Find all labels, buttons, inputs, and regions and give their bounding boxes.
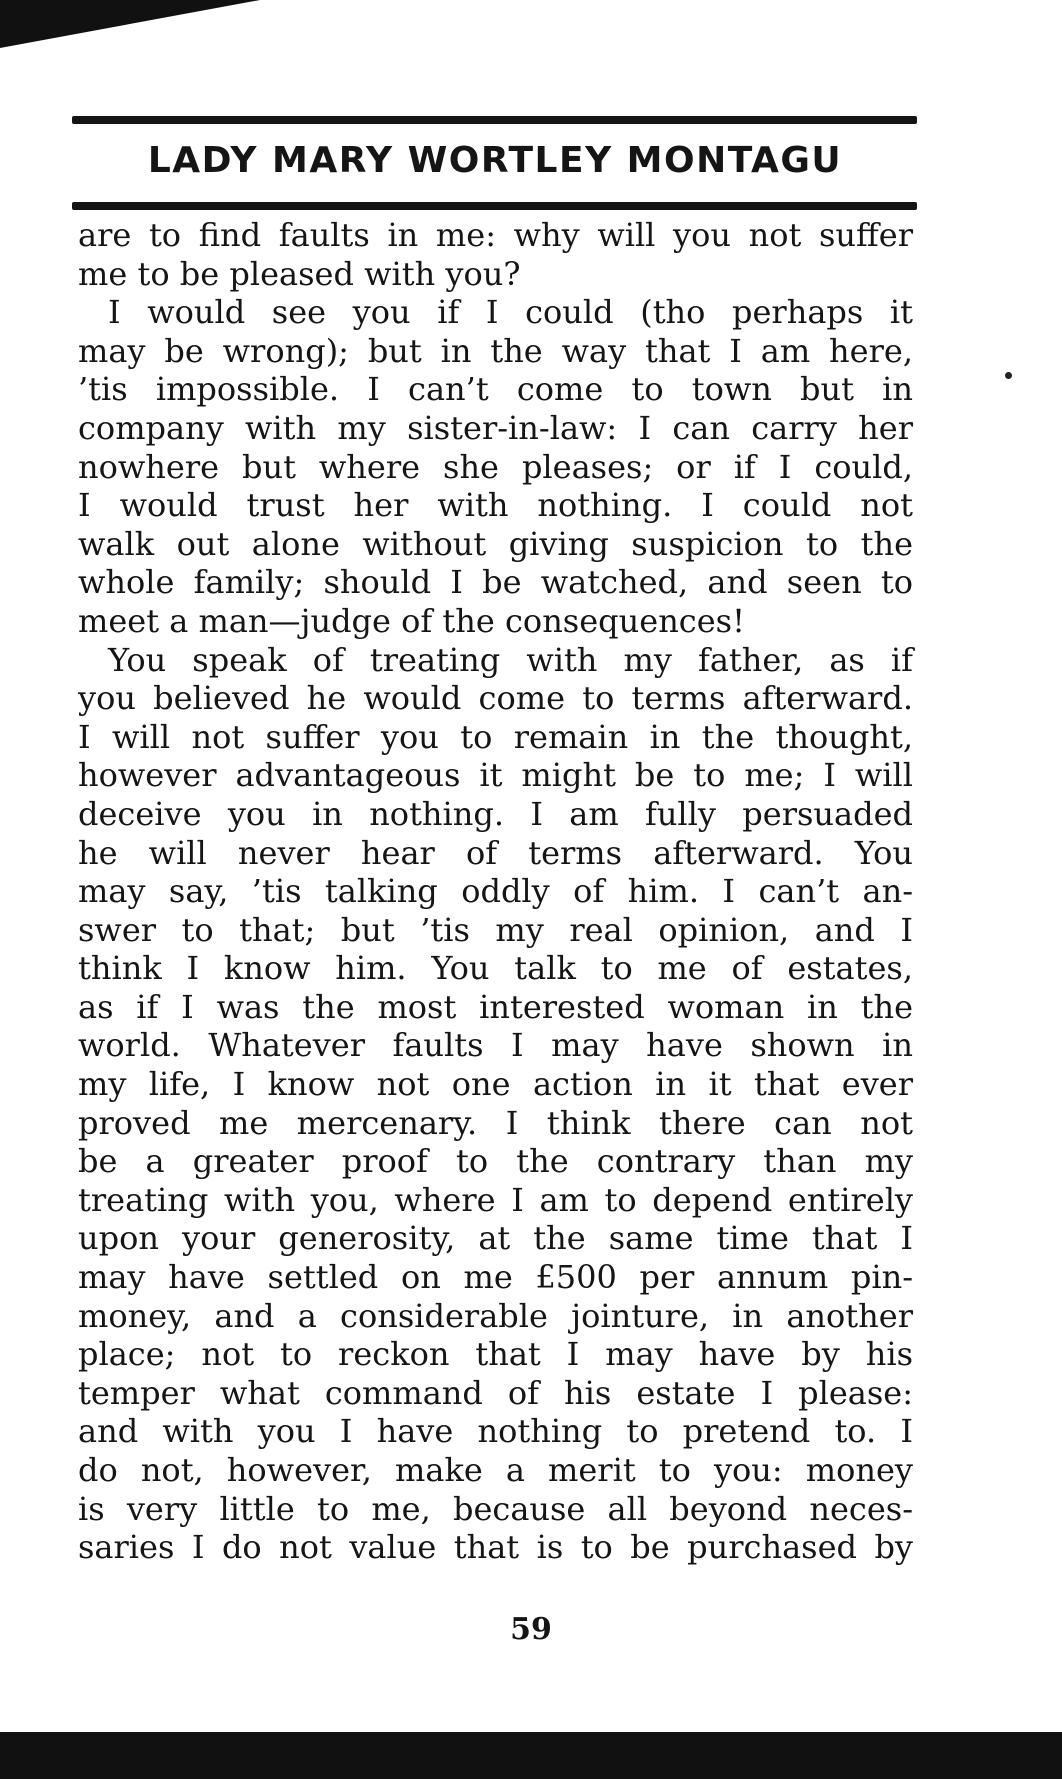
text-line: I will not suffer you to remain in the thought, [78,717,913,756]
text-line: are to find faults in me: why will you not suffer [78,216,913,254]
text-line: do not, however, make a merit to you: money [78,1451,913,1489]
text-line: he will never hear of terms afterward. You [78,833,913,872]
text-line: ’tis impossible. I can’t come to town but in [78,370,913,409]
text-line: temper what command of his estate I please: [78,1373,913,1412]
text-line: as if I was the most interested woman in the [78,987,913,1026]
text-line: upon your generosity, at the same time that I [78,1219,913,1258]
scan-bottom-edge [0,1732,1062,1779]
text-line: deceive you in nothing. I am fully persuaded [78,794,913,833]
text-line: be a greater proof to the contrary than my [78,1142,913,1181]
text-line: proved me mercenary. I think there can not [78,1103,913,1142]
text-line: I would trust her with nothing. I could not [78,486,913,525]
text-line: think I know him. You talk to me of estates, [78,949,913,988]
scan-speck [1005,372,1012,379]
text-line: company with my sister-in-law: I can carry her [78,408,913,447]
text-line: is very little to me, because all beyond neces- [78,1489,913,1528]
text-line: place; not to reckon that I may have by his [78,1335,913,1374]
text-line: swer to that; but ’tis my real opinion, and I [78,910,913,949]
header-rule-top [72,116,917,124]
scan-corner-mark [0,0,260,48]
text-line: treating with you, where I am to depend entirely [78,1180,913,1219]
page-number: 59 [510,1612,552,1647]
text-line: may be wrong); but in the way that I am here, [78,331,913,370]
text-line: walk out alone without giving suspicion to the [78,524,913,563]
text-line: however advantageous it might be to me; I will [78,756,913,795]
text-line: may have settled on me £500 per annum pin- [78,1258,913,1297]
text-line: me to be pleased with you? [78,254,521,293]
text-line: my life, I know not one action in it that ever [78,1065,913,1104]
text-line: You speak of treating with my father, as if [108,640,913,679]
text-line: you believed he would come to terms afterward. [78,679,913,718]
text-line: saries I do not value that is to be purchased by [78,1528,913,1567]
text-line: nowhere but where she pleases; or if I could, [78,447,913,486]
text-line: money, and a considerable jointure, in another [78,1296,913,1335]
header-rule-bottom [72,202,917,210]
text-line: and with you I have nothing to pretend to. I [78,1412,913,1451]
text-line: whole family; should I be watched, and seen to [78,563,913,602]
body-text [78,216,913,1567]
text-line: I would see you if I could (tho perhaps it [108,293,913,332]
text-line: may say, ’tis talking oddly of him. I can’t an- [78,872,913,911]
running-head: LADY MARY WORTLEY MONTAGU [147,140,843,181]
text-line: world. Whatever faults I may have shown in [78,1026,913,1065]
text-line: meet a man—judge of the consequences! [78,601,745,640]
